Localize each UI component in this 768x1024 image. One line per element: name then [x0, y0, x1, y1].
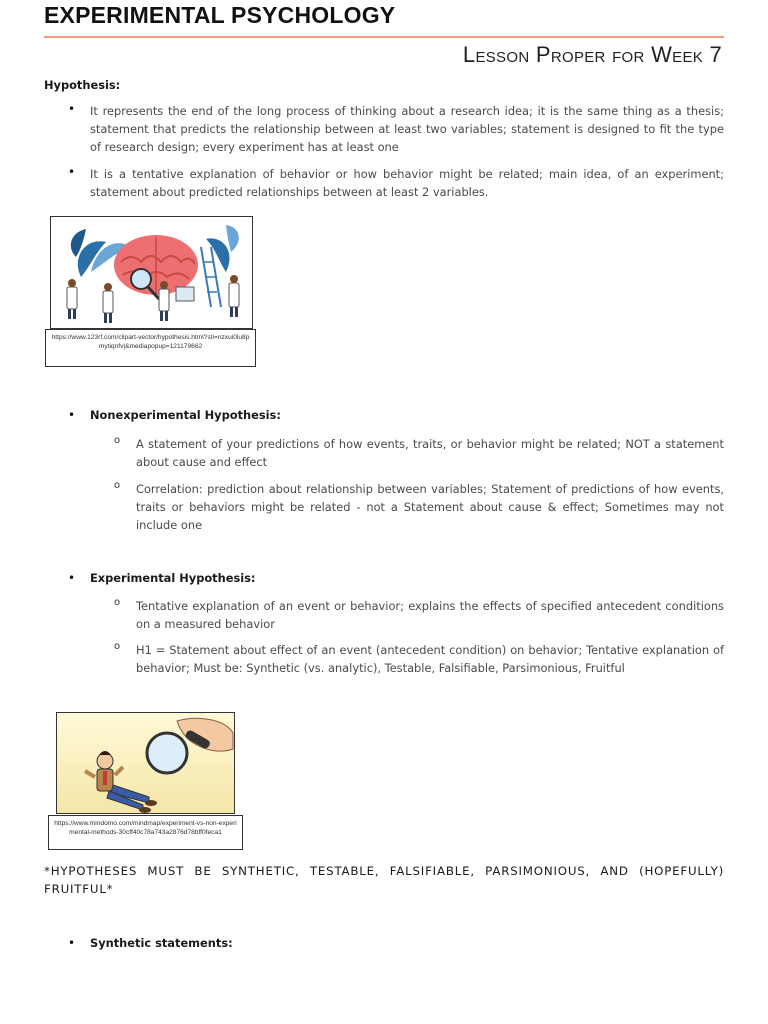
hypotheses-callout: *HYPOTHESES MUST BE SYNTHETIC, TESTABLE, FALSIFIABLE, PARSIMONIOUS, AND (HOPEFULLY) FRUITFUL*: [44, 864, 724, 896]
synthetic-heading: Synthetic statements:: [90, 936, 233, 950]
nonexperimental-item-1: A statement of your predictions of how events, traits, or behavior might be related; NOT a statement about cause and effect: [136, 437, 724, 469]
list-item: [68, 102, 724, 156]
bullet-icon: •: [68, 165, 76, 179]
magnifying-glass-cartoon: [56, 712, 235, 814]
bullet-icon: •: [68, 102, 76, 116]
figure-2-caption: https://www.mindomo.com/mindmap/experiment-vs-non-experimental-methods-30cff40c78a743a2876d78bff0feca1: [48, 815, 243, 850]
sub-bullet-icon: o: [114, 597, 121, 608]
experimental-item-1: Tentative explanation of an event or behavior; explains the effects of specified antecedent conditions on a measured behavior: [136, 599, 724, 631]
bullet-icon: •: [68, 936, 76, 950]
list-item: [114, 597, 724, 633]
list-item: [68, 936, 724, 950]
list-item: [114, 641, 724, 677]
lesson-title: Lesson Proper for Week 7: [462, 42, 722, 67]
brain-icon: [51, 217, 253, 329]
figure-1-caption: https://www.123rf.com/clipart-vector/hypothesis.html?sti=nzxui0lu8pmytiqnfv|&mediapopup=121179662: [45, 329, 256, 367]
hypothesis-bullet-2: It is a tentative explanation of behavior or how behavior might be related; main idea, of an experiment; statement about predicted relationships between at least 2 variables.: [90, 167, 724, 199]
title-divider: [44, 36, 724, 38]
nonexperimental-item-2: Correlation: prediction about relationship between variables; Statement of predictions of how events, traits or behaviors might be related - not a Statement about cause & effect; Sometimes may not include one: [136, 482, 724, 532]
experimental-item-2: H1 = Statement about effect of an event (antecedent condition) on behavior; Tentative explanation of behavior; Must be: Synthetic (vs. analytic), Testable, Falsifiable, Parsimonious, Fruitful: [136, 643, 724, 675]
hypothesis-heading: Hypothesis:: [44, 78, 121, 92]
hypothesis-bullet-1: It represents the end of the long process of thinking about a research idea; it is the same thing as a thesis; statement that predicts the relationship between at least two variables; statement is designed to fit the type of research design; every experiment has at least one: [90, 104, 724, 154]
document-title: EXPERIMENTAL PSYCHOLOGY: [44, 2, 396, 28]
list-item: [68, 408, 724, 422]
sub-bullet-icon: o: [114, 435, 121, 446]
list-item: [68, 571, 724, 585]
nonexperimental-heading: Nonexperimental Hypothesis:: [90, 408, 281, 422]
sub-bullet-icon: o: [114, 641, 121, 652]
list-item: [114, 480, 724, 534]
list-item: [68, 165, 724, 201]
experimental-heading: Experimental Hypothesis:: [90, 571, 256, 585]
magnifying-glass-icon: [57, 713, 235, 814]
bullet-icon: •: [68, 571, 76, 585]
sub-bullet-icon: o: [114, 480, 121, 491]
brain-research-illustration: [50, 216, 253, 329]
list-item: [114, 435, 724, 471]
bullet-icon: •: [68, 408, 76, 422]
